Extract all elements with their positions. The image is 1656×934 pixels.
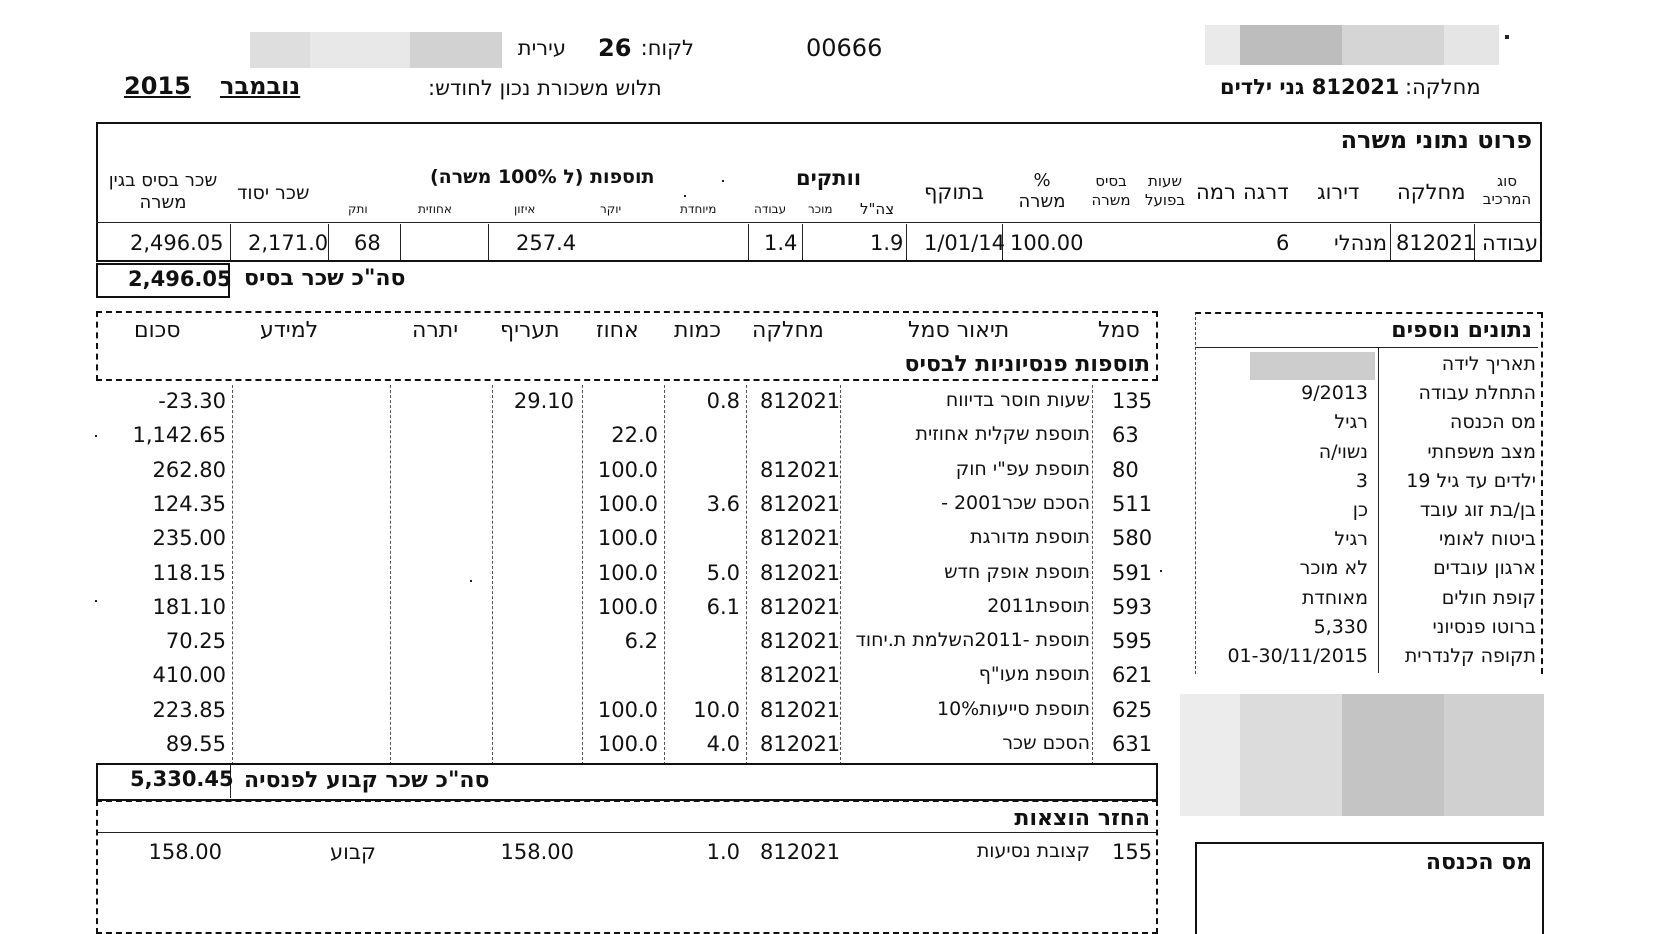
- item-department: 812021: [760, 526, 841, 551]
- hdr-hours-actual: שעות בפועל: [1144, 172, 1186, 209]
- item-description: תוספת עפ"י חוק: [955, 457, 1090, 480]
- item-amount: -23.30: [158, 389, 226, 413]
- hdr-seniority-army: צה"ל: [860, 200, 895, 218]
- extra-value: 9/2013: [1301, 382, 1368, 405]
- item-percent: 100.0: [597, 594, 658, 619]
- hdr-seniority-recognized: מוכר: [808, 202, 833, 216]
- pos-add-fixed: 68: [354, 231, 381, 255]
- hdr-add-percent: אחוזית: [418, 202, 452, 216]
- item-code: 621: [1112, 663, 1153, 688]
- extra-label: בן/בת זוג עובד: [1419, 499, 1536, 521]
- total-base-value: 2,496.05: [128, 267, 232, 291]
- expense-department: 812021: [760, 840, 841, 864]
- item-department: 812021: [760, 594, 841, 619]
- item-percent: 100.0: [597, 457, 658, 482]
- hdr-add-special: מיוחדת: [680, 202, 717, 216]
- item-amount: 124.35: [152, 491, 226, 516]
- extra-label: ביטוח לאומי: [1438, 528, 1536, 551]
- item-amount: 235.00: [152, 526, 226, 551]
- hdr-item-percent: אחוז: [596, 318, 639, 343]
- item-amount: 262.80: [152, 457, 226, 482]
- item-percent: 22.0: [611, 423, 658, 448]
- hdr-add-balance: איזון: [514, 202, 536, 216]
- item-percent: 100.0: [597, 491, 658, 516]
- item-code: 591: [1112, 560, 1153, 585]
- item-quantity: 0.8: [706, 389, 740, 413]
- item-amount: 1,142.65: [132, 423, 226, 448]
- pos-seniority-work: 1.4: [764, 231, 798, 255]
- extra-label: ילדים עד גיל 19: [1406, 469, 1536, 492]
- document-code: 00666: [806, 34, 883, 62]
- hdr-seniority: וותקים: [796, 166, 862, 190]
- extra-value: 5,330: [1313, 615, 1368, 638]
- pos-add-balance: 257.4: [516, 231, 577, 255]
- hdr-department: מחלקה: [1397, 180, 1466, 204]
- item-amount: 410.00: [152, 663, 226, 688]
- hdr-basic-salary: שכר יסוד: [237, 182, 310, 204]
- item-quantity: 10.0: [693, 697, 740, 722]
- expense-info: קבוע: [330, 840, 376, 864]
- pos-rank: מנהלי: [1334, 231, 1388, 255]
- item-percent: 100.0: [597, 732, 658, 756]
- item-description: שעות חוסר בדיווח: [945, 389, 1090, 411]
- hdr-seniority-work: עבודה: [754, 202, 787, 216]
- extra-value: 3: [1355, 469, 1368, 492]
- extra-value: רגיל: [1334, 528, 1368, 551]
- item-rate: 29.10: [513, 389, 574, 413]
- hdr-add-expensive: יוקר: [600, 202, 622, 216]
- section-expenses: החזר הוצאות: [1014, 806, 1150, 831]
- hdr-item-description: תיאור סמל: [908, 318, 1010, 343]
- item-amount: 181.10: [152, 594, 226, 619]
- item-description: תוספת -2011השלמת ת.יחוד: [855, 629, 1090, 652]
- item-amount: 118.15: [152, 560, 226, 585]
- hdr-item-balance: יתרה: [412, 318, 459, 343]
- tax-title: מס הכנסה: [1425, 850, 1532, 875]
- item-code: 631: [1112, 732, 1153, 756]
- hdr-item-code: סמל: [1098, 318, 1140, 343]
- expense-code: 155: [1112, 840, 1153, 864]
- department-label: מחלקה:: [1405, 75, 1481, 99]
- extra-value: מאוחדת: [1301, 586, 1368, 609]
- expense-rate: 158.00: [500, 840, 574, 864]
- item-department: 812021: [760, 389, 841, 413]
- item-percent: 6.2: [624, 629, 658, 654]
- item-description: תוספת מעו"ף: [978, 663, 1090, 686]
- extra-label: תקופה קלנדרית: [1404, 645, 1536, 667]
- extra-value: נשוי/ה: [1318, 440, 1368, 463]
- hdr-base-salary-position: שכר בסיס בגין משרה: [108, 170, 218, 213]
- extra-label: קופת חולים: [1441, 586, 1536, 609]
- extra-label: התחלת עבודה: [1418, 382, 1536, 405]
- extra-label: ארגון עובדים: [1433, 557, 1536, 580]
- expense-amount: 158.00: [148, 840, 222, 864]
- item-amount: 89.55: [165, 732, 226, 756]
- item-code: 80: [1112, 457, 1139, 482]
- hdr-item-rate: תעריף: [500, 318, 560, 343]
- municipality-label: עירית: [517, 36, 566, 60]
- hdr-item-department: מחלקה: [752, 318, 824, 343]
- customer-value: 26: [598, 34, 632, 62]
- hdr-grade: דרגה: [1243, 180, 1289, 204]
- payslip-year: 2015: [124, 72, 191, 100]
- item-description: הסכם שכר: [1002, 732, 1090, 754]
- item-department: 812021: [760, 697, 841, 722]
- expenses-header-frame: [96, 800, 1158, 934]
- department-value: 812021 גני ילדים: [1220, 75, 1400, 99]
- hdr-add-fixed: ותק: [348, 202, 368, 216]
- total-pension-value: 5,330.45: [130, 767, 234, 791]
- pos-basic-salary: 2,171.0: [248, 231, 329, 255]
- hdr-valid-from: בתוקף: [924, 180, 984, 204]
- payslip-title: תלוש משכורת נכון לחודש:: [428, 76, 662, 100]
- extra-title: נתונים נוספים: [1391, 318, 1532, 343]
- hdr-base-position: בסיס משרה: [1091, 172, 1131, 209]
- item-percent: 100.0: [597, 697, 658, 722]
- item-department: 812021: [760, 663, 841, 688]
- item-department: 812021: [760, 491, 841, 516]
- hdr-additions: תוספות (ל 100% משרה): [430, 166, 655, 188]
- extra-label: ברוטו פנסיוני: [1432, 615, 1536, 638]
- item-quantity: 6.1: [706, 594, 740, 619]
- hdr-item-amount: סכום: [134, 318, 181, 343]
- item-code: 580: [1112, 526, 1153, 551]
- extra-value: כן: [1352, 499, 1368, 521]
- item-department: 812021: [760, 732, 841, 756]
- extra-value: לא מוכר: [1299, 557, 1368, 580]
- hdr-item-info: למידע: [260, 318, 319, 343]
- item-code: 593: [1112, 594, 1153, 619]
- item-department: 812021: [760, 457, 841, 482]
- item-description: תוספת2011: [987, 594, 1090, 617]
- hdr-rank: דירוג: [1317, 180, 1360, 204]
- payslip-month: נובמבר: [220, 72, 301, 100]
- item-code: 511: [1112, 491, 1153, 516]
- expense-quantity: 1.0: [706, 840, 740, 864]
- item-code: 625: [1112, 697, 1153, 722]
- item-department: 812021: [760, 560, 841, 585]
- extra-label: תאריך לידה: [1441, 353, 1536, 375]
- extra-value: רגיל: [1334, 411, 1368, 434]
- extra-value: 01-30/11/2015: [1227, 645, 1368, 667]
- hdr-component-type: סוג המרכיב: [1482, 172, 1532, 208]
- item-code: 63: [1112, 423, 1139, 448]
- item-code: 135: [1112, 389, 1153, 413]
- pos-component-type: עבודה: [1482, 231, 1539, 255]
- extra-label: מס הכנסה: [1449, 411, 1536, 434]
- item-amount: 70.25: [165, 629, 226, 654]
- total-base-label: סה"כ שכר בסיס: [244, 266, 406, 291]
- expense-description: קצובת נסיעות: [976, 840, 1090, 862]
- item-description: תוספת אופק חדש: [944, 560, 1090, 583]
- extra-label: מצב משפחתי: [1427, 440, 1536, 463]
- hdr-percent: % משרה: [1018, 170, 1066, 212]
- position-title: פרוט נתוני משרה: [1340, 126, 1532, 154]
- section-pension: תוספות פנסיוניות לבסיס: [904, 352, 1150, 377]
- pos-percent: 100.00: [1010, 231, 1084, 255]
- item-percent: 100.0: [597, 560, 658, 585]
- item-quantity: 3.6: [706, 491, 740, 516]
- customer-label: לקוח:: [640, 36, 694, 60]
- item-quantity: 4.0: [706, 732, 740, 756]
- item-description: הסכם שכר2001 -: [941, 491, 1090, 514]
- item-code: 595: [1112, 629, 1153, 654]
- pos-seniority-army: 1.9: [870, 231, 904, 255]
- item-percent: 100.0: [597, 526, 658, 551]
- pos-grade: 6: [1276, 231, 1290, 255]
- item-amount: 223.85: [152, 697, 226, 722]
- hdr-item-quantity: כמות: [674, 318, 722, 343]
- hdr-level: רמה: [1196, 180, 1236, 204]
- item-description: תוספת סייעות10%: [936, 697, 1090, 720]
- item-description: תוספת מדורגת: [970, 526, 1090, 549]
- total-pension-label: סה"כ שכר קבוע לפנסיה: [244, 768, 490, 793]
- item-description: תוספת שקלית אחוזית: [915, 423, 1090, 446]
- item-quantity: 5.0: [706, 560, 740, 585]
- pos-base-salary-position: 2,496.05: [130, 231, 224, 255]
- pos-department: 812021: [1396, 231, 1477, 255]
- item-department: 812021: [760, 629, 841, 654]
- pos-valid-from: 1/01/14: [924, 231, 1005, 255]
